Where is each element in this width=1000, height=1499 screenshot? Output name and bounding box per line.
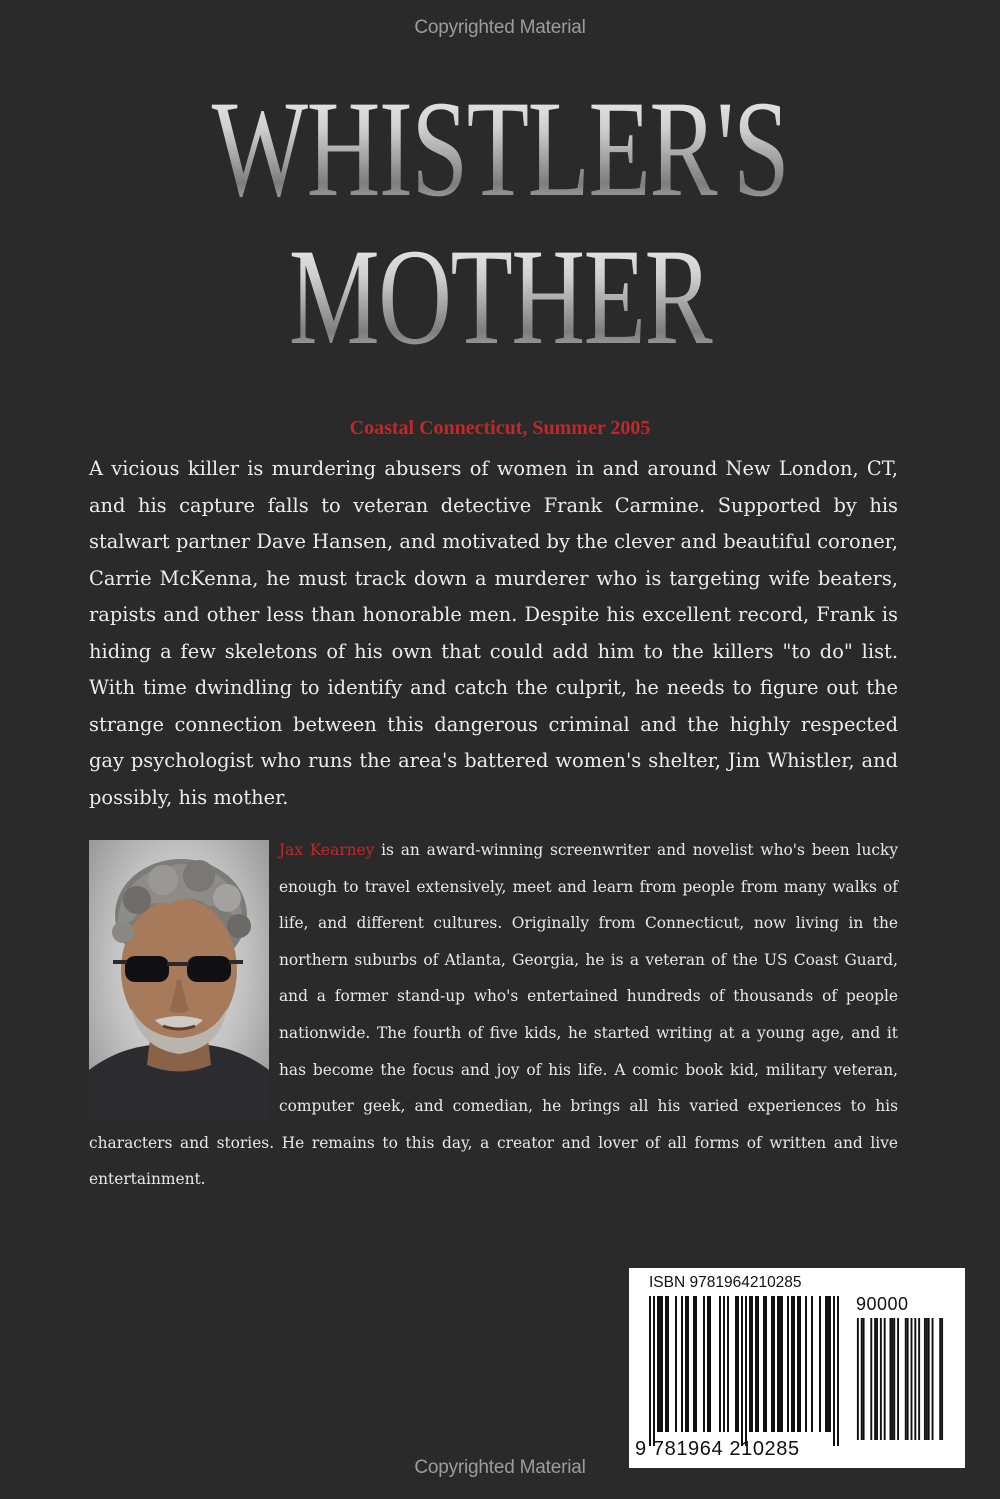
barcode-bar (907, 1318, 909, 1440)
barcode-bar (829, 1296, 831, 1432)
barcode-bar (723, 1296, 725, 1432)
barcode-bar (675, 1296, 677, 1432)
barcode-bar (787, 1296, 789, 1432)
barcode-bar (649, 1296, 651, 1446)
barcode-bar (932, 1318, 934, 1440)
barcode-bar (781, 1296, 783, 1432)
barcode-bar (667, 1296, 669, 1432)
barcode-bar (837, 1296, 839, 1446)
barcode-bar (757, 1296, 759, 1432)
author-bio-text: is an award-winning screenwriter and novelist who's been lucky enough to travel extensively, meet and learn from people from many walks of life, and different cultures. Originally from Connecticut, now living in the northern suburbs of Atlanta, Georgia, he is a veteran of the US Coast Guard, and a former stand-up who's entertained hundreds of thousands of people nationwide. The fourth of five kids, he started writing at a young age, and it has become the focus and joy of his life. A comic book kid, military veteran, computer geek, and comedian, he brings all his varied experiences to his characters and stories. He remains to this day, a creator and lover of all forms of written and live entertainment. (89, 841, 899, 1189)
synopsis-paragraph: A vicious killer is murdering abusers of women in and around New London, CT, and his capture falls to veteran detective Frank Carmine. Supported by his stalwart partner Dave Hansen, and motivated by the clever and beautiful coroner, Carrie McKenna, he must track down a murderer who is targeting wife beaters, rapists and other less than honorable men. Despite his excellent record, Frank is hiding a few skeletons of his own that could add him to the killers "to do" list. With time dwindling to identify and catch the culprit, he needs to figure out the strange connection between this dangerous criminal and the highly respected gay psychologist who runs the area's battered women's shelter, Jim Whistler, and possibly, his mother. (89, 457, 898, 809)
isbn-label: ISBN 9781964210285 (649, 1274, 802, 1291)
barcode-bar (709, 1296, 711, 1432)
ean-digits: 9 781964 210285 (635, 1438, 800, 1460)
barcode-bar (659, 1296, 661, 1432)
barcode-bar (876, 1318, 878, 1440)
barcode-bar (777, 1296, 779, 1432)
barcode-bar (799, 1296, 801, 1432)
barcode-bar (763, 1296, 765, 1432)
barcode-bar (765, 1296, 767, 1432)
photo-spacer (89, 832, 279, 1124)
barcode-bar (707, 1296, 709, 1432)
copyright-watermark-bottom: Copyrighted Material (414, 1457, 586, 1478)
barcode-bar (889, 1318, 891, 1440)
barcode-bar (693, 1296, 695, 1432)
barcode-bar (687, 1296, 689, 1432)
barcode-bar (891, 1318, 893, 1440)
barcode-bar (833, 1296, 835, 1446)
barcode-bar (793, 1296, 795, 1432)
barcode-bar (861, 1318, 863, 1440)
barcode-bar (771, 1296, 773, 1432)
barcode-bar (653, 1296, 655, 1446)
book-title-line-1: WHISTLER'S (130, 80, 870, 218)
barcode-bar (737, 1296, 739, 1432)
barcode-bar (884, 1318, 886, 1440)
barcode-bar (863, 1318, 865, 1440)
barcode-bar (874, 1318, 876, 1440)
barcode-bar (751, 1296, 753, 1432)
isbn-barcode-box (629, 1268, 965, 1468)
barcode-bar (745, 1296, 747, 1446)
book-title-line-2: MOTHER (130, 228, 870, 366)
barcode-bar (735, 1296, 737, 1432)
copyright-watermark-top: Copyrighted Material (414, 17, 586, 38)
barcode-bar (779, 1296, 781, 1432)
barcode-bar (811, 1296, 813, 1432)
barcode-bar (941, 1318, 943, 1440)
barcode-bar (695, 1296, 697, 1432)
barcode-bar (825, 1296, 827, 1432)
barcode-bar (918, 1318, 920, 1440)
barcode-bar (741, 1296, 743, 1446)
author-name: Jax Kearney (279, 841, 375, 859)
barcode-bar (661, 1296, 663, 1432)
barcode-bar (797, 1296, 799, 1432)
barcode-bar (703, 1296, 705, 1432)
price-code: 90000 (856, 1294, 909, 1314)
setting-subtitle: Coastal Connecticut, Summer 2005 (349, 417, 651, 439)
barcode-bar (719, 1296, 721, 1432)
barcode-bar (870, 1318, 872, 1440)
barcode-bar (905, 1318, 907, 1440)
barcode-bar (827, 1296, 829, 1432)
barcode-bar (928, 1318, 930, 1440)
author-bio (89, 832, 898, 1198)
barcode-bar (791, 1296, 793, 1432)
barcode-bar (819, 1296, 821, 1432)
addon-barcode (855, 1318, 945, 1440)
barcode-bar (773, 1296, 775, 1432)
barcode-bar (665, 1296, 667, 1432)
barcode-bar (805, 1296, 807, 1432)
barcode-bar (749, 1296, 751, 1432)
barcode-bar (911, 1318, 913, 1440)
barcode-bar (914, 1318, 916, 1440)
barcode-bar (897, 1318, 899, 1440)
barcode-bar (939, 1318, 941, 1440)
barcode-bar (924, 1318, 926, 1440)
barcode-bar (755, 1296, 757, 1432)
barcode-bar (685, 1296, 687, 1432)
barcode-bar (893, 1318, 895, 1440)
barcode-bar (926, 1318, 928, 1440)
barcode-bar (681, 1296, 683, 1432)
barcode-bar (880, 1318, 882, 1440)
barcode-bar (657, 1296, 659, 1432)
barcode-bar (727, 1296, 729, 1432)
barcode-bar (857, 1318, 859, 1440)
ean-barcode (649, 1296, 839, 1446)
